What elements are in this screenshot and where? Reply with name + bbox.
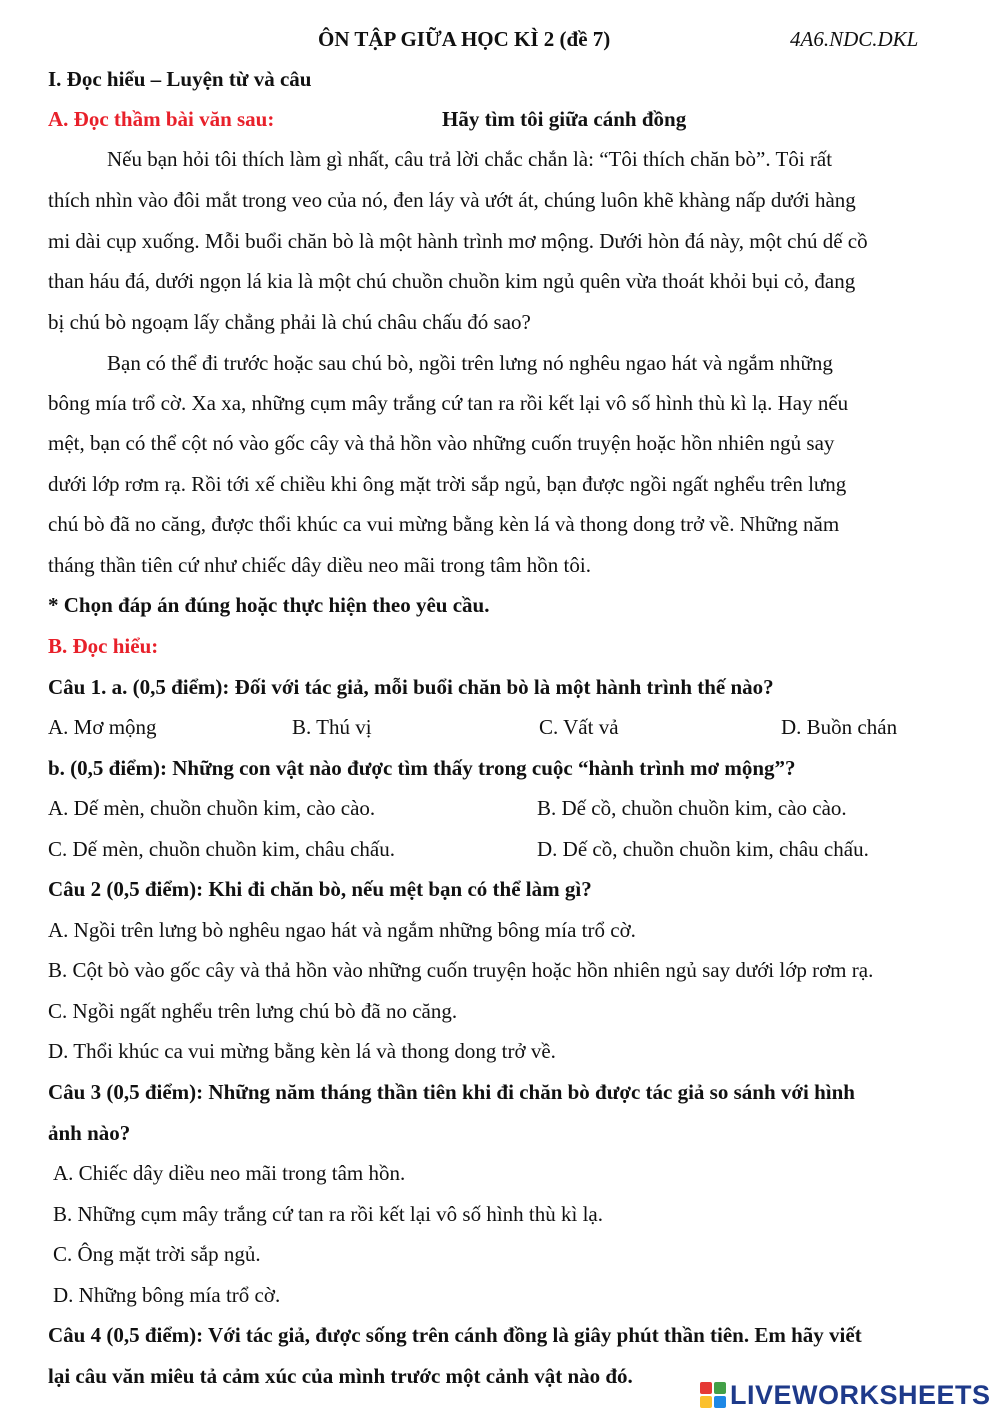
worksheet-title: ÔN TẬP GIỮA HỌC KÌ 2 (đề 7) (318, 27, 611, 51)
logo-square (700, 1382, 712, 1394)
passage-line: than háu đá, dưới ngọn lá kia là một chú chuồn chuồn kim ngủ quên vừa thoát khỏi bụi cỏ, đang (48, 269, 856, 293)
answer-option[interactable]: C. Dế mèn, chuồn chuồn kim, châu chấu. (48, 837, 395, 861)
question-text: b. (0,5 điểm): Những con vật nào được tìm thấy trong cuộc “hành trình mơ mộng”? (48, 756, 796, 780)
answer-option[interactable]: D. Những bông mía trổ cờ. (53, 1283, 281, 1307)
question-text: Câu 3 (0,5 điểm): Những năm tháng thần tiên khi đi chăn bò được tác giả so sánh với hình (48, 1080, 855, 1104)
answer-option[interactable]: A. Chiếc dây diều neo mãi trong tâm hồn. (53, 1161, 406, 1185)
answer-option[interactable]: C. Ngồi ngất nghểu trên lưng chú bò đã no căng. (48, 999, 458, 1023)
logo-square (700, 1396, 712, 1408)
part-a-label: A. Đọc thầm bài văn sau: (48, 107, 275, 131)
passage-line: Bạn có thể đi trước hoặc sau chú bò, ngồi trên lưng nó nghêu ngao hát và ngắm những (107, 351, 833, 375)
answer-option[interactable]: D. Thổi khúc ca vui mừng bằng kèn lá và thong dong trở về. (48, 1039, 556, 1063)
worksheet-code: 4A6.NDC.DKL (790, 27, 919, 51)
passage-line: chú bò đã no căng, được thổi khúc ca vui mừng bằng kèn lá và thong dong trở về. Những năm (48, 512, 840, 536)
answer-option[interactable]: B. Những cụm mây trắng cứ tan ra rồi kết lại vô số hình thù kì lạ. (53, 1202, 603, 1226)
passage-line: bông mía trổ cờ. Xa xa, những cụm mây trắng cứ tan ra rồi kết lại vô số hình thù kì lạ. Hay nếu (48, 391, 849, 415)
answer-option[interactable]: B. Dế cồ, chuồn chuồn kim, cào cào. (537, 796, 847, 820)
logo-square (714, 1396, 726, 1408)
story-title: Hãy tìm tôi giữa cánh đồng (442, 107, 687, 131)
question-text: ảnh nào? (48, 1121, 131, 1145)
part-b-label: B. Đọc hiểu: (48, 634, 159, 658)
section-title: I. Đọc hiểu – Luyện từ và câu (48, 67, 312, 91)
answer-option[interactable]: D. Buồn chán (781, 715, 898, 739)
answer-option[interactable]: D. Dế cồ, chuồn chuồn kim, châu chấu. (537, 837, 869, 861)
answer-option[interactable]: B. Cột bò vào gốc cây và thả hồn vào những cuốn truyện hoặc hồn nhiên ngủ say dưới lớp rơm rạ. (48, 958, 874, 982)
question-text: Câu 2 (0,5 điểm): Khi đi chăn bò, nếu mệt bạn có thể làm gì? (48, 877, 592, 901)
answer-option[interactable]: A. Mơ mộng (48, 715, 157, 739)
answer-option[interactable]: C. Ông mặt trời sắp ngủ. (53, 1242, 261, 1266)
answer-option[interactable]: A. Ngồi trên lưng bò nghêu ngao hát và ngắm những bông mía trổ cờ. (48, 918, 636, 942)
passage-line: dưới lớp rơm rạ. Rồi tới xế chiều khi ông mặt trời sắp ngủ, bạn được ngồi ngất nghểu trên lưng (48, 472, 847, 496)
passage-line: mi dài cụp xuống. Mỗi buổi chăn bò là một hành trình mơ mộng. Dưới hòn đá này, một chú dế cồ (48, 229, 868, 253)
passage-line: tháng thần tiên cứ như chiếc dây diều neo mãi trong tâm hồn tôi. (48, 553, 591, 577)
passage-line: mệt, bạn có thể cột nó vào gốc cây và thả hồn vào những cuốn truyện hoặc hồn nhiên ngủ say (48, 431, 835, 455)
answer-option[interactable]: B. Thú vị (292, 715, 372, 739)
answer-option[interactable]: C. Vất vả (539, 715, 619, 739)
question-text: Câu 1. a. (0,5 điểm): Đối với tác giả, mỗi buổi chăn bò là một hành trình thế nào? (48, 675, 774, 699)
answer-option[interactable]: A. Dế mèn, chuồn chuồn kim, cào cào. (48, 796, 376, 820)
liveworksheets-logo-text: LIVEWORKSHEETS (730, 1379, 991, 1410)
question-text: lại câu văn miêu tả cảm xúc của mình trước một cảnh vật nào đó. (48, 1364, 633, 1388)
liveworksheets-watermark[interactable] (700, 1379, 991, 1411)
instruction: * Chọn đáp án đúng hoặc thực hiện theo yêu cầu. (48, 593, 490, 617)
liveworksheets-logo-icon (700, 1382, 726, 1408)
passage-line: thích nhìn vào đôi mắt trong veo của nó, đen láy và ướt át, chúng luôn khẽ khàng nấp dưới hàng (48, 188, 856, 212)
passage-line: Nếu bạn hỏi tôi thích làm gì nhất, câu trả lời chắc chắn là: “Tôi thích chăn bò”. Tôi rất (107, 147, 833, 171)
passage-line: bị chú bò ngoạm lấy chẳng phải là chú châu chấu đó sao? (48, 310, 531, 334)
logo-square (714, 1382, 726, 1394)
question-text: Câu 4 (0,5 điểm): Với tác giả, được sống trên cánh đồng là giây phút thần tiên. Em hãy viết (48, 1323, 862, 1347)
